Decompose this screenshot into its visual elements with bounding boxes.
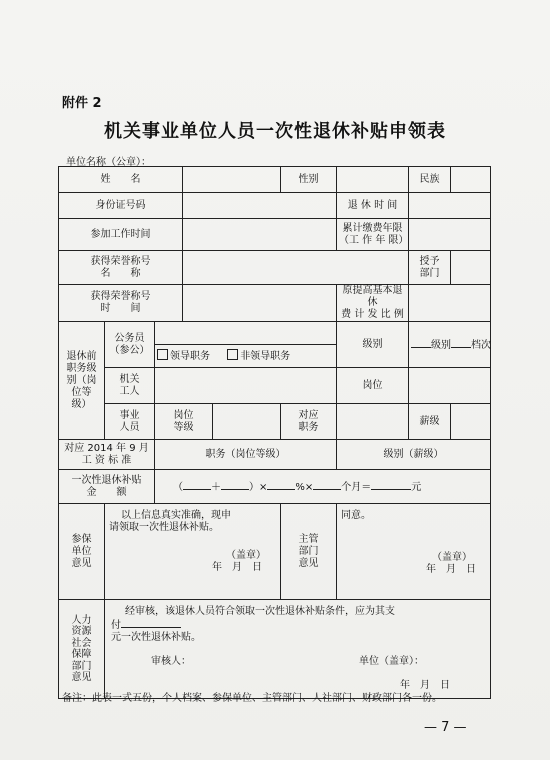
retire-time-value[interactable] [409,193,491,219]
level-salary-label: 级别（薪级） [337,440,491,470]
insured-unit-opinion-label: 参保 单位 意见 [59,504,105,600]
row-work [59,219,491,251]
post-label: 岗位 [337,368,409,404]
post-type-options [155,322,337,368]
row-subsidy-amount [59,470,491,504]
retire-time-label: 退 休 时 间 [337,193,409,219]
subsidy-amount-label: 一次性退休补贴 金 额 [59,470,155,504]
subsidy-application-form [58,166,491,699]
salary-standard-label: 对应 2014 年 9 月 工 资 标 准 [59,440,155,470]
level-tier-value: 级别 档次 [409,322,491,368]
insured-unit-opinion[interactable]: 以上信息真实准确，现申 请领取一次性退休补贴。 （盖章） 年 月 日 [105,504,281,600]
row-honor-name [59,251,491,285]
salary-level-value[interactable] [451,404,491,440]
non-leading-post-checkbox[interactable] [227,349,238,360]
row-id [59,193,491,219]
grant-dept-value[interactable] [451,251,491,285]
supervisor-opinion-label: 主管 部门 意见 [281,504,337,600]
raise-ratio-label: 原提高基本退休 费 计 发 比 例 [337,285,409,322]
page-number: — 7 — [424,720,467,735]
row-public-institution [59,404,491,440]
ethnicity-value[interactable] [451,167,491,193]
row-opinions [59,504,491,600]
corresp-post-value[interactable] [337,404,409,440]
corresp-post-label: 对应 职务 [281,404,337,440]
civil-servant-label: 公务员 （参公） [105,322,155,368]
remark-note: 备注：此表一式五份，个人档案、参保单位、主管部门、人社部门、财政部门各一份。 [62,693,442,704]
contrib-years-value[interactable] [409,219,491,251]
non-leading-post-label: 非领导职务 [240,351,291,362]
row-honor-time [59,285,491,322]
grant-dept-label: 授予 部门 [409,251,451,285]
hr-opinion[interactable]: 经审核，该退休人员符合领取一次性退休补贴条件，应为其支 付 元一次性退休补贴。 审核人： 单位（盖章）： 年 月 日 [105,600,491,699]
public-inst-label: 事业 人员 [105,404,155,440]
work-start-label: 参加工作时间 [59,219,183,251]
raise-ratio-value[interactable] [409,285,491,322]
row-civil-servant [59,322,491,368]
honor-time-value[interactable] [183,285,337,322]
contrib-years-label: 累计缴费年限 （工 作 年 限） [337,219,409,251]
honor-name-value[interactable] [183,251,409,285]
row-org-worker [59,368,491,404]
gender-label: 性别 [281,167,337,193]
unit-name-label: 单位名称（公章）： [66,157,151,168]
post-value[interactable] [409,368,491,404]
insured-date: 年 月 日 [212,562,262,573]
post-level-value[interactable] [213,404,281,440]
level-label: 级别 [337,322,409,368]
ethnicity-label: 民族 [409,167,451,193]
work-start-value[interactable] [183,219,337,251]
leading-post-label: 领导职务 [170,351,210,362]
id-number-label: 身份证号码 [59,193,183,219]
row-name [59,167,491,193]
row-salary-standard [59,440,491,470]
honor-time-label: 获得荣誉称号 时 间 [59,285,183,322]
hr-opinion-label: 人力 资源 社会 保障 部门 意见 [59,600,105,699]
row-hr-opinion [59,600,491,699]
id-number-value[interactable] [183,193,337,219]
pre-retire-level-label: 退休前 职务级 别（岗 位等 级） [59,322,105,440]
org-worker-label: 机关 工人 [105,368,155,404]
reviewer-label: 审核人： [151,656,191,667]
supervisor-seal: （盖章） [432,552,472,563]
attachment-label: 附件 2 [62,96,102,111]
hr-date: 年 月 日 [400,680,450,691]
honor-name-label: 获得荣誉称号 名 称 [59,251,183,285]
gender-value[interactable] [337,167,409,193]
form-title: 机关事业单位人员一次性退休补贴申领表 [104,121,446,142]
subsidy-formula: （ ＋ ）× %× 个月＝ 元 [155,470,491,504]
hr-seal-label: 单位（盖章）： [359,656,424,667]
name-label: 姓 名 [59,167,183,193]
supervisor-date: 年 月 日 [426,564,476,575]
salary-level-label: 薪级 [409,404,451,440]
post-level-label: 岗位 等级 [155,404,213,440]
supervisor-opinion[interactable]: 同意。 （盖章） 年 月 日 [337,504,491,600]
insured-seal: （盖章） [226,550,266,561]
duty-post-level-label: 职务（岗位等级） [155,440,337,470]
leading-post-checkbox[interactable] [157,349,168,360]
name-value[interactable] [183,167,281,193]
org-worker-value[interactable] [155,368,337,404]
